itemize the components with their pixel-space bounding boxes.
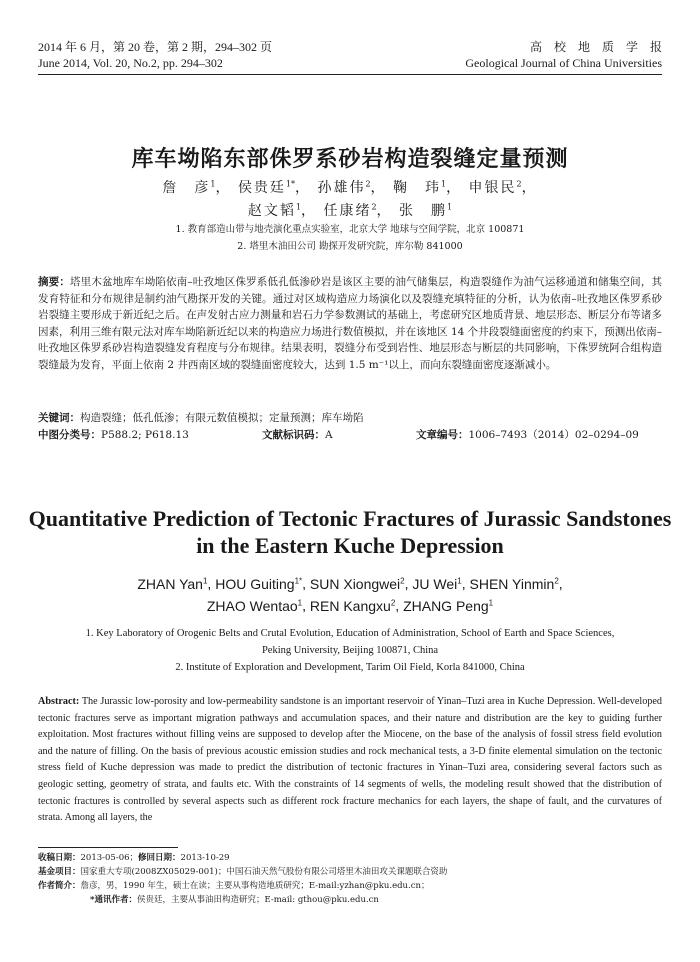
en-author: REN Kangxu$^2$ (309, 597, 396, 614)
en-affiliation: Peking University, Beijing 100871, China (261, 645, 439, 656)
article-value: 1006–7493（2014）02–0294–09 (468, 429, 639, 441)
header-rule (38, 74, 662, 75)
cn-author: 赵文韬$^1$ (247, 202, 301, 219)
cn-author: 侯贵廷$^{1*}$ (237, 179, 295, 196)
en-author: HOU Guiting$^{1*}$ (215, 575, 303, 592)
en-citation: June 2014, Vol. 20, No.2, pp. 294–302 (38, 56, 223, 70)
keywords-label: 关键词： (38, 412, 80, 424)
cn-author: 鞠 玮$^1$ (393, 179, 447, 196)
en-author: ZHAO Wentao$^1$ (206, 597, 303, 614)
cn-abstract (38, 274, 662, 373)
keywords-text: 构造裂缝；低孔低渗；有限元数值模拟；定量预测；库车坳陷 (80, 412, 364, 424)
doc-label: 文献标识码： (262, 429, 325, 441)
cn-abstract-text: 塔里木盆地库车坳陷依南–吐孜地区侏罗系低孔低渗砂岩是该区主要的油气储集层，构造裂缝作为油气运移通道和储集空间，其发育特征和分布规律是制约油气勘探开发的关键。通过对区域构造应力场演化以及裂缝充填特征的分析，认为依南–吐孜地区侏罗系砂岩裂缝主要形成于新近纪之后。在声发射古应力测量和岩石力学参数测试的基础上，考虑研究区地质背景、地层形态、断层分布等诸多因素，利用三维有限元法对库车坳陷新近纪以来的构造应力场进行数值模拟，并在该地区 14 个井段裂缝面密度的约束下，预测出依南–吐孜地区侏罗系砂岩构造裂缝发育程度与分布规律。结果表明，裂缝分布受到岩性、地层形态与断层的共同影响，下侏罗统阿合组构造裂缝最为发育，平面上依南 2 井西南区域的裂缝面密度较大，达到 1.5 m⁻¹以上，而向东裂缝面密度逐渐减小。 (38, 276, 663, 371)
cn-author: 任康绪$^2$ (323, 202, 377, 219)
cn-abstract-label: 摘要： (38, 276, 71, 288)
en-journal-name: Geological Journal of China Universities (465, 56, 662, 70)
cn-author: 詹 彦$^1$ (162, 179, 216, 196)
cn-citation: 2014 年 6 月，第 20 卷，第 2 期，294–302 页 (38, 40, 273, 54)
cn-authors-line1: 詹 彦$^1$， 侯贵廷$^{1*}$， 孙雄伟$^2$， 鞠 玮$^1$， 申银民$^2$， (162, 179, 538, 196)
en-title-line1: Quantitative Prediction of Tectonic Fractures of Jurassic Sandstones (28, 506, 672, 531)
footnote-fund: 基金项目：国家重大专项(2008ZX05029-001)；中国石油天然气股份有限公司塔里木油田攻关课题联合资助 (38, 867, 448, 877)
article-number (416, 428, 639, 442)
en-author: ZHAN Yan$^1$ (137, 575, 208, 592)
en-author: SHEN Yinmin$^2$ (469, 575, 559, 592)
cn-affiliation: 1. 教育部造山带与地壳演化重点实验室，北京大学 地球与空间学院，北京 100871 (175, 224, 525, 235)
en-title-line2: in the Eastern Kuche Depression (196, 533, 504, 558)
doc-code (262, 428, 333, 442)
cn-journal-name: 高 校 地 质 学 报 (529, 40, 662, 54)
footnote-rule (38, 847, 178, 848)
en-abstract-text: The Jurassic low-porosity and low-permeability sandstone is an important reservoir of Yinan–Tuzi area in Kuche Depression. Well-developed tectonic fractures serve as important migration pathways and accumulation spaces, and their nature and distribution are the key to guiding further exploitation. Most fractures without filling veins are supposed to develop after the Miocene, on the base of the analysis of fossil stress field evolution and the nature of filling. On the basis of previous acoustic emission studies and rock mechanical tests, a 3-D finite elemental simulation on the tectonic stress field of Kuche depression was made to predict the distribution of tectonic fractures in Yinan–Tuzi area, considering several factors such as geologic setting, geometry of strata, and faults etc. With the constraints of 14 segments of wells, the modeling result showed that the distribution of tectonic fractures is controlled by several aspects such as different rock fracture mechanics for each layers, the shape of fault, and the curvatures of strata. Among all layers, the (38, 696, 662, 824)
cn-author: 张 鹏$^1$ (399, 202, 453, 219)
cn-title: 库车坳陷东部侏罗系砂岩构造裂缝定量预测 (131, 147, 569, 172)
doc-value: A (325, 429, 333, 441)
cn-author: 孙雄伟$^2$ (317, 179, 371, 196)
en-affiliation: 1. Key Laboratory of Orogenic Belts and Crutal Evolution, Education of Administration, School of Earth and Space Sciences, (85, 628, 615, 639)
cn-keywords (38, 411, 662, 425)
footnote-dates: 收稿日期：2013-05-06；修回日期：2013-10-29 (38, 853, 230, 863)
cn-author: 申银民$^2$ (468, 179, 522, 196)
en-affiliation: 2. Institute of Exploration and Development, Tarim Oil Field, Korla 841000, China (175, 662, 525, 673)
cn-authors-line2: 赵文韬$^1$， 任康绪$^2$， 张 鹏$^1$ (247, 202, 453, 219)
en-authors-line1: ZHAN Yan$^1$, HOU Guiting$^{1*}$, SUN Xiongwei$^2$, JU Wei$^1$, SHEN Yinmin$^2$, (137, 575, 563, 592)
footnote-author: 作者简介：詹彦，男，1990 年生，硕士在读；主要从事构造地质研究；E-mail:yzhan@pku.edu.cn； (38, 881, 430, 891)
clc-value: P588.2; P618.13 (101, 429, 189, 441)
en-author: ZHANG Peng$^1$ (403, 597, 494, 614)
en-author: JU Wei$^1$ (412, 575, 462, 592)
footnote-corresponding: *通讯作者：侯贵廷，主要从事油田构造研究；E-mail: gthou@pku.edu.cn (90, 895, 379, 905)
clc-label: 中图分类号： (38, 429, 101, 441)
en-abstract (38, 694, 662, 827)
en-abstract-label: Abstract: (38, 696, 80, 707)
en-authors-line2: ZHAO Wentao$^1$, REN Kangxu$^2$, ZHANG Peng$^1$ (206, 597, 494, 614)
cn-affiliation: 2. 塔里木油田公司 勘探开发研究院，库尔勒 841000 (237, 241, 463, 252)
article-label: 文章编号： (416, 429, 469, 441)
en-author: SUN Xiongwei$^2$ (309, 575, 405, 592)
